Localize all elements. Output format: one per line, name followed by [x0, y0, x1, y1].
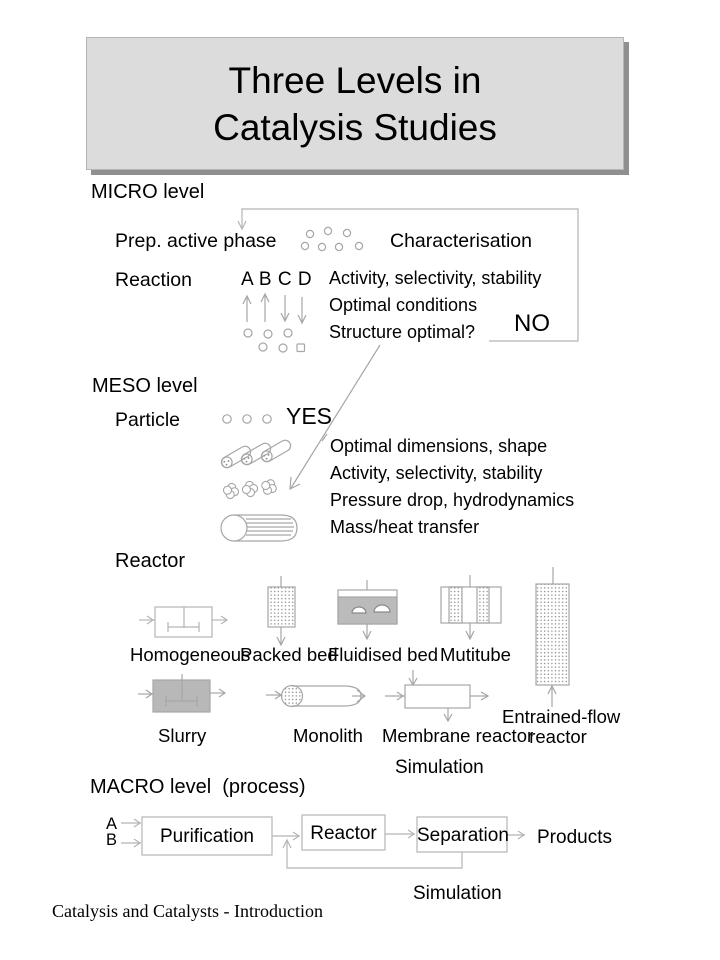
reactor-label: Reactor	[115, 550, 186, 572]
particle-spheres-icon	[223, 415, 271, 423]
macro-heading: MACRO level (process)	[90, 776, 306, 798]
micro-criteria-1: Activity, selectivity, stability	[329, 268, 542, 288]
prep-active-phase-label: Prep. active phase	[115, 230, 277, 252]
reactor-type-packed-bed: Packed bed	[240, 644, 338, 665]
micro-criteria-3: Structure optimal?	[329, 322, 476, 342]
slurry-reactor-icon	[138, 674, 225, 712]
no-label: NO	[514, 310, 550, 337]
characterisation-label: Characterisation	[390, 230, 532, 252]
meso-heading: MESO level	[92, 375, 198, 397]
macro-simulation-label: Simulation	[413, 883, 502, 904]
particle-label: Particle	[115, 409, 181, 431]
meso-criteria-4: Mass/heat transfer	[330, 517, 480, 537]
species-label: A B C D	[241, 269, 313, 290]
title-line1: Three Levels in	[228, 59, 482, 101]
reactor-type-slurry: Slurry	[158, 725, 207, 746]
reactor-type-entrained-flow	[502, 706, 621, 747]
monolith-reactor-icon	[266, 686, 365, 707]
meso-simulation-label: Simulation	[395, 757, 484, 778]
process-box-reactor: Reactor	[310, 823, 377, 844]
reactor-type-multitube: Mutitube	[440, 644, 511, 665]
reactor-type-membrane: Membrane reactor	[382, 725, 534, 746]
meso-criteria-2: Activity, selectivity, stability	[330, 463, 543, 483]
particle-cylinder-icon	[221, 515, 297, 541]
entrained-flow-line1: Entrained-flow	[502, 706, 621, 727]
active-phase-particles-icon	[301, 227, 362, 250]
feed-a-label: A	[106, 815, 118, 833]
reactor-type-monolith: Monolith	[293, 725, 363, 746]
membrane-reactor-icon	[385, 670, 488, 721]
meso-criteria-1: Optimal dimensions, shape	[330, 436, 548, 456]
reactor-type-homogeneous: Homogeneous	[130, 644, 251, 665]
multitube-reactor-icon	[441, 575, 501, 639]
entrained-flow-line2: reactor	[529, 726, 587, 747]
title-box	[86, 37, 624, 170]
meso-criteria-3: Pressure drop, hydrodynamics	[330, 490, 575, 510]
feed-b-label: B	[106, 831, 118, 849]
title-line2: Catalysis Studies	[213, 106, 497, 148]
process-box-purification: Purification	[160, 826, 254, 847]
reaction-label: Reaction	[115, 269, 192, 291]
reaction-species-particles-icon	[244, 329, 305, 352]
particle-extrudates-icon	[219, 438, 292, 470]
reaction-arrows-icon	[243, 294, 306, 323]
micro-criteria-2: Optimal conditions	[329, 295, 478, 315]
homogeneous-reactor-icon	[139, 607, 227, 637]
process-box-separation: Separation	[417, 825, 509, 846]
fluidised-bed-reactor-icon	[338, 580, 397, 639]
micro-heading: MICRO level	[91, 181, 205, 203]
products-label: Products	[537, 827, 612, 848]
packed-bed-reactor-icon	[268, 576, 295, 645]
yes-label: YES	[286, 403, 333, 429]
reactor-type-fluidised-bed: Fluidised bed	[328, 644, 439, 665]
footer-text: Catalysis and Catalysts - Introduction	[52, 901, 323, 921]
particle-quadrilobes-icon	[222, 477, 279, 500]
entrained-flow-reactor-icon	[536, 567, 569, 707]
